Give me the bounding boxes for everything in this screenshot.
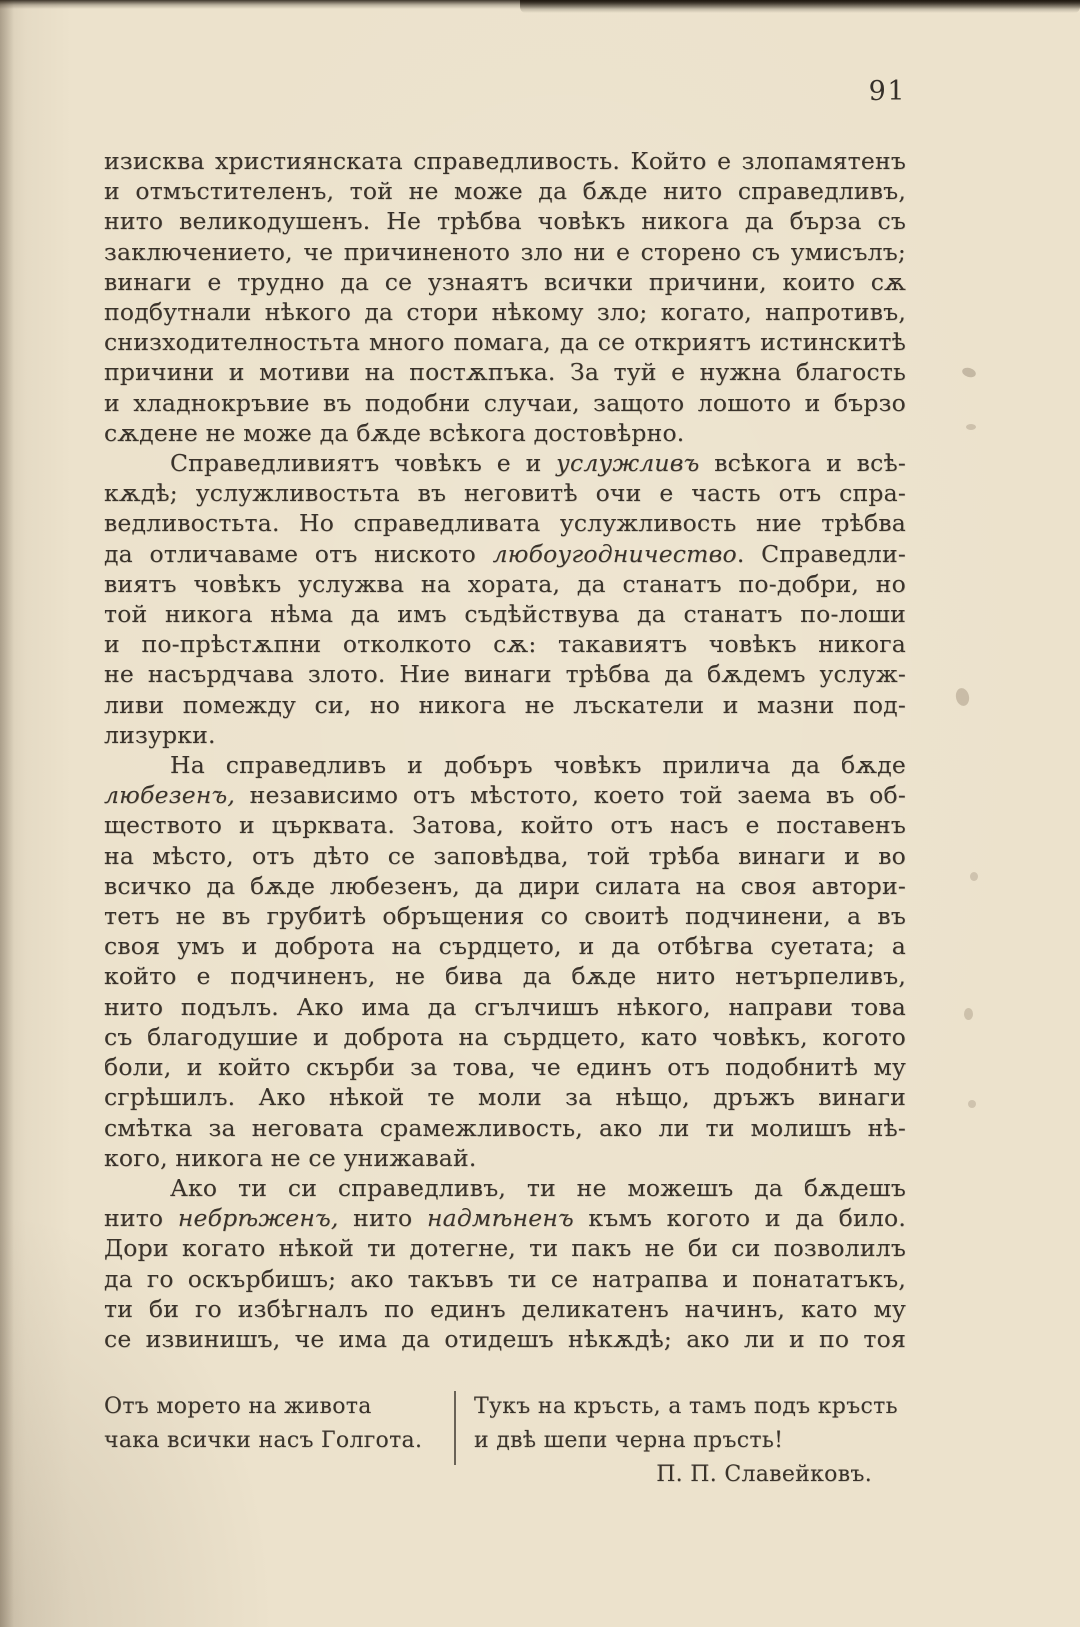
text-line [104, 931, 906, 961]
text-segment: своя умъ и доброта на сърдцето, и да отбѣгва суетата; а [104, 932, 906, 961]
text-segment: нито великодушенъ. Не трѣбва човѣкъ никога да бърза съ [104, 207, 906, 236]
text-line [104, 841, 906, 871]
text-segment: На справедливъ и добъръ човѣкъ прилича да бѫде [170, 751, 906, 780]
text-segment: на мѣсто, отъ дѣто се заповѣдва, той трѣба винаги и во [104, 841, 906, 870]
italic-term: надмѣненъ [426, 1204, 574, 1233]
scan-edge-left [0, 0, 14, 1627]
scan-edge-top-right [520, 0, 1080, 13]
paper-speck [961, 366, 977, 379]
text-line [104, 176, 906, 206]
text-segment: всѣкога и всѣ- [699, 449, 906, 478]
text-segment: смѣтка за неговата срамежливость, ако ли ти молишъ нѣ- [104, 1113, 906, 1142]
text-line [104, 1203, 906, 1233]
text-segment: тетъ не въ грубитѣ обръщения со своитѣ подчинени, а въ [104, 902, 906, 931]
text-segment: той никога нѣма да имъ съдѣйствува да станатъ по-лоши [104, 600, 906, 629]
text-line [104, 146, 906, 176]
text-segment: сѫдене не може да бѫде всѣкога достовѣрно. [104, 418, 685, 447]
text-segment: да го оскърбишъ; ако такъвъ ти се натрапва и понататъкъ, [104, 1264, 906, 1293]
text-segment: който е подчиненъ, не бива да бѫде нито нетърпеливъ, [104, 962, 906, 991]
page-number: 91 [868, 76, 906, 107]
text-segment: нито [104, 1204, 178, 1233]
text-segment: лизурки. [104, 720, 216, 749]
italic-term: услужливъ [556, 449, 700, 478]
text-segment: и отмъстителенъ, той не може да бѫде нито справедливъ, [104, 177, 906, 206]
text-line [104, 871, 906, 901]
italic-term: любоугодничество [492, 539, 737, 568]
text-line [104, 1264, 906, 1294]
text-segment: нито [338, 1204, 427, 1233]
footer-line: Тукъ на кръсть, а тамъ подъ кръсть [474, 1394, 898, 1419]
text-block [104, 146, 906, 1354]
paper-speck [966, 424, 976, 430]
text-segment: сгрѣшилъ. Ако нѣкой те моли за нѣщо, дръжъ винаги [104, 1083, 906, 1112]
text-segment: Справедливиятъ човѣкъ е и [170, 449, 557, 478]
text-segment: заключението, че причиненото зло ни е сторено съ умисълъ; [104, 237, 906, 266]
text-segment: подбутнали нѣкого да стори нѣкому зло; когато, напротивъ, [104, 298, 906, 327]
text-segment: винаги е трудно да се узнаятъ всички причини, които сѫ [104, 267, 906, 296]
italic-term: любезенъ, [104, 781, 236, 810]
text-line [104, 267, 906, 297]
text-segment: ти би го избѣгналъ по единъ деликатенъ начинъ, като му [104, 1294, 906, 1323]
footer-line: и двѣ шепи черна пръсть! [474, 1427, 784, 1453]
paper-speck [964, 1008, 973, 1020]
footer-epigraph [104, 1388, 906, 1492]
text-line [104, 327, 906, 357]
text-line [104, 901, 906, 931]
text-line [104, 357, 906, 387]
text-segment: къмъ когото и да било. [573, 1204, 906, 1233]
footer-line: чака всички насъ Голгота. [104, 1427, 423, 1453]
text-segment: и по-прѣстѫпни отколкото сѫ: такавиятъ човѣкъ никога [104, 630, 906, 659]
text-line [104, 961, 906, 991]
text-segment: се извинишъ, че има да отидешъ нѣкѫдѣ; ако ли и по тоя [104, 1324, 906, 1353]
footer-epigraph-left [104, 1388, 454, 1492]
text-segment: нито подълъ. Ако има да сгълчишъ нѣкого, направи това [104, 992, 906, 1021]
text-line [104, 1143, 906, 1173]
text-segment: изисква християнската справедливость. Който е злопамятенъ [104, 147, 906, 175]
text-segment: не насърдчава злото. Ние винаги трѣбва да бѫдемъ услуж- [104, 660, 906, 689]
text-segment: съ благодушие и доброта на сърдцето, като човѣкъ, когото [104, 1022, 906, 1051]
paper-speck [970, 872, 978, 881]
text-line [104, 569, 906, 599]
text-line [104, 810, 906, 840]
text-line [104, 750, 906, 780]
text-line [104, 690, 906, 720]
text-line [104, 1294, 906, 1324]
footer-epigraph-right [456, 1388, 906, 1492]
paper-speck [968, 1100, 976, 1108]
text-segment: кѫдѣ; услужливостьта въ неговитѣ очи е часть отъ спра- [104, 479, 906, 508]
text-segment: причини и мотиви на постѫпъка. За туй е нужна благость [104, 358, 906, 387]
text-segment: ведливостьта. Но справедливата услужливость ние трѣбва [104, 509, 906, 538]
text-segment: . Справедли- [736, 539, 906, 568]
text-segment: всичко да бѫде любезенъ, да дири силата на своя автори- [104, 871, 906, 900]
text-line [104, 629, 906, 659]
text-line [104, 1022, 906, 1052]
text-line [104, 388, 906, 418]
text-line [104, 539, 906, 569]
text-segment: да отличаваме отъ ниското [104, 539, 493, 568]
text-line [104, 992, 906, 1022]
text-line [104, 478, 906, 508]
text-segment: ществото и църквата. Затова, който отъ насъ е поставенъ [104, 811, 906, 840]
text-segment: кого, никога не се унижавай. [104, 1143, 477, 1172]
footer-attribution: П. П. Славейковъ. [656, 1462, 872, 1487]
text-line [104, 297, 906, 327]
text-segment: и хладнокръвие въ подобни случаи, защото лошото и бързо [104, 388, 906, 417]
text-line [104, 1113, 906, 1143]
text-line [104, 237, 906, 267]
text-line [104, 1052, 906, 1082]
text-segment: ливи помежду си, но никога не лъскатели и мазни под- [104, 690, 906, 719]
footer-line: Отъ морето на живота [104, 1394, 372, 1419]
text-line [104, 206, 906, 236]
paper-speck [954, 687, 970, 707]
text-segment: Ако ти си справедливъ, ти не можешъ да бѫдешъ [170, 1173, 906, 1202]
footer-divider [454, 1391, 456, 1465]
text-line [104, 659, 906, 689]
text-line [104, 508, 906, 538]
text-segment: боли, и който скърби за това, че единъ отъ подобнитѣ му [104, 1053, 906, 1082]
text-segment: снизходителностьта много помага, да се откриятъ истинскитѣ [104, 328, 906, 357]
italic-term: небрѣженъ, [177, 1204, 339, 1233]
text-line [104, 1082, 906, 1112]
text-line [104, 418, 906, 448]
text-line [104, 1324, 906, 1354]
text-line [104, 1233, 906, 1263]
text-line [104, 780, 906, 810]
text-line [104, 448, 906, 478]
text-line [104, 599, 906, 629]
text-segment: независимо отъ мѣстото, което той заема въ об- [235, 781, 906, 810]
text-segment: Дори когато нѣкой ти дотегне, ти пакъ не би си позволилъ [104, 1234, 906, 1263]
text-line [104, 1173, 906, 1203]
text-line [104, 720, 906, 750]
text-segment: виятъ човѣкъ услужва на хората, да станатъ по-добри, но [104, 569, 906, 598]
